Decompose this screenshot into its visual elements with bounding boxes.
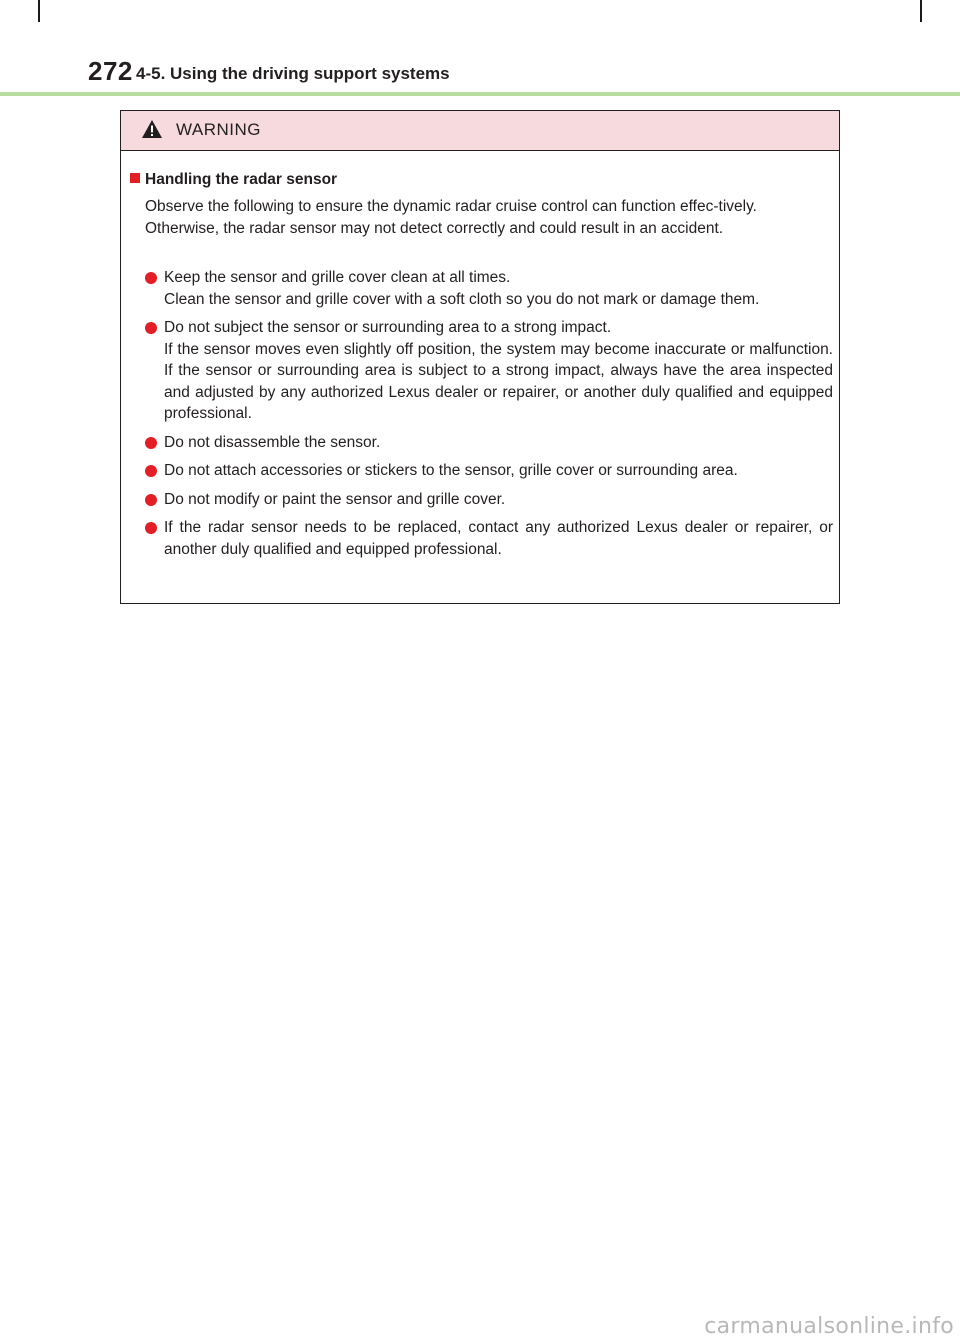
bullet-line: Do not subject the sensor or surrounding area to a strong impact. [164, 319, 612, 336]
list-item [145, 460, 833, 482]
header-rule [0, 92, 960, 96]
warning-box [120, 110, 840, 604]
warning-triangle-icon [141, 119, 163, 139]
bullet-line: If the radar sensor needs to be replaced, contact any authorized Lexus dealer or repairer, or another duly qualified and equipped professional. [164, 519, 833, 558]
sub-heading [130, 169, 337, 191]
bullet-dot-icon [145, 437, 157, 449]
intro-line: Observe the following to ensure the dynamic radar cruise control can function effec-tively. [145, 198, 757, 215]
section-title: 4-5. Using the driving support systems [136, 64, 450, 83]
square-bullet-icon [130, 173, 140, 183]
bullet-line: Clean the sensor and grille cover with a soft cloth so you do not mark or damage them. [164, 290, 760, 308]
crop-mark-left [38, 0, 40, 22]
page-header [88, 56, 960, 90]
bullet-line: Do not disassemble the sensor. [164, 433, 381, 451]
warning-title: WARNING [176, 120, 262, 139]
bullet-line: Do not attach accessories or stickers to the sensor, grille cover or surrounding area. [164, 462, 738, 479]
bullet-dot-icon [145, 494, 157, 506]
list-item [145, 489, 833, 511]
watermark: carmanualsonline.info [704, 1314, 954, 1339]
list-item [145, 317, 833, 425]
bullet-dot-icon [145, 522, 157, 534]
page-number: 272 [88, 56, 133, 86]
bullet-line: Keep the sensor and grille cover clean at all times. [164, 269, 511, 286]
crop-mark-right [920, 0, 922, 22]
bullet-line: If the sensor moves even slightly off position, the system may become inaccurate or malfunction. If the sensor or surrounding area is subject to a strong impact, always have the area inspected and adjusted by any authorized Lexus dealer or repairer, or another duly qualified and equipped professional. [164, 340, 833, 422]
bullet-list [145, 267, 833, 567]
list-item [145, 267, 833, 310]
bullet-line: Do not modify or paint the sensor and grille cover. [164, 490, 506, 508]
sub-heading-text: Handling the radar sensor [145, 171, 338, 188]
list-item [145, 432, 833, 454]
bullet-dot-icon [145, 272, 157, 284]
bullet-dot-icon [145, 465, 157, 477]
bullet-dot-icon [145, 322, 157, 334]
intro-text [145, 196, 833, 239]
list-item [145, 517, 833, 560]
intro-line: Otherwise, the radar sensor may not detect correctly and could result in an accident. [145, 219, 724, 237]
warning-header [121, 111, 839, 151]
